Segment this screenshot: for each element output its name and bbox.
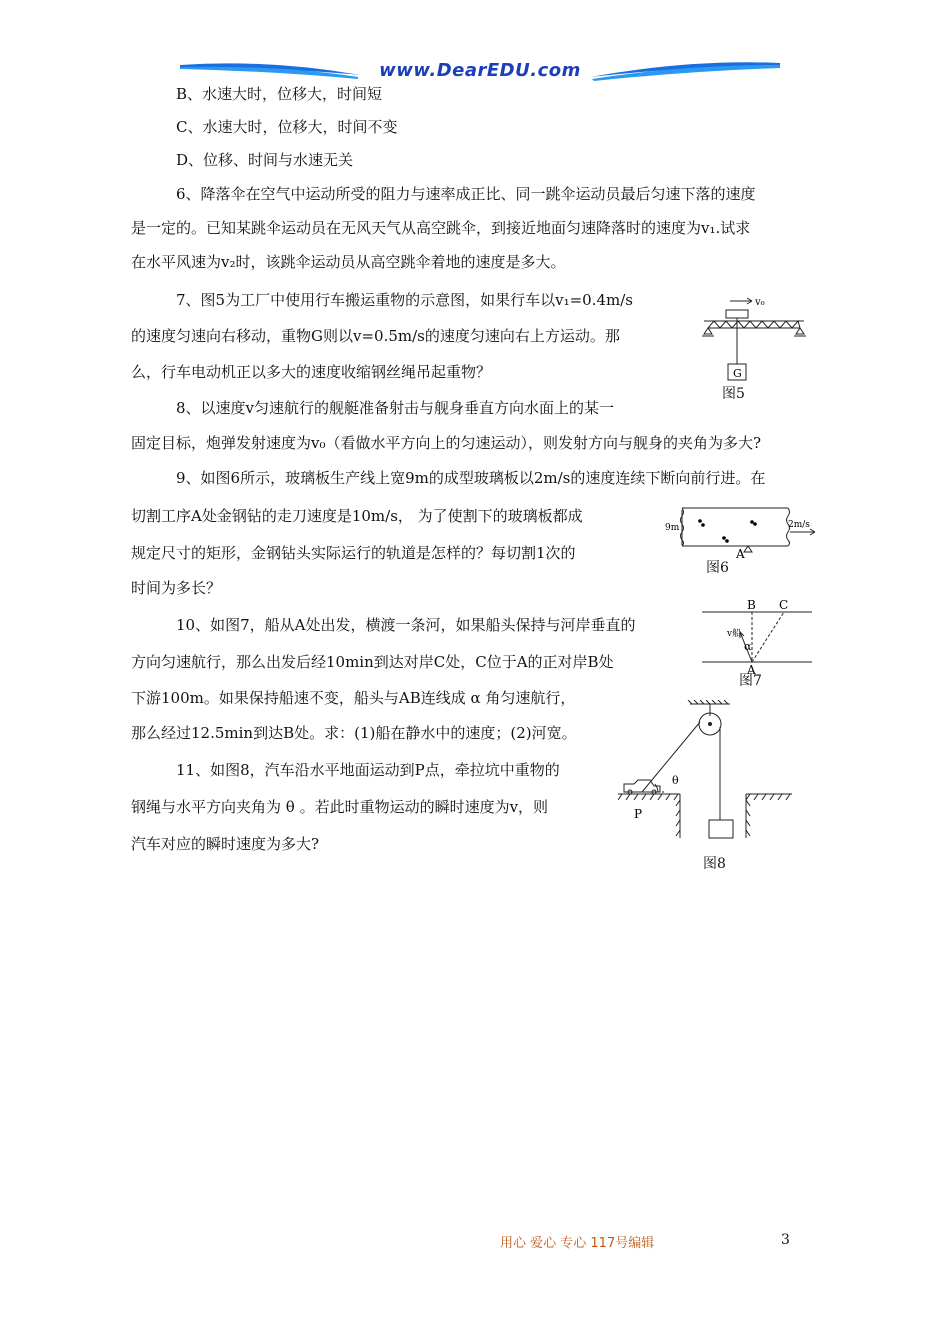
figure-5: [700, 296, 810, 406]
text-line: 7、图5为工厂中使用行车搬运重物的示意图，如果行车以v₁=0.4m/s: [176, 291, 633, 309]
text-line: 钢绳与水平方向夹角为 θ 。若此时重物运动的瞬时速度为v，则: [131, 798, 549, 816]
text-line: 6、降落伞在空气中运动所受的阻力与速率成正比、同一跳伞运动员最后匀速下落的速度: [176, 185, 756, 203]
text-line: 固定目标，炮弹发射速度为v₀（看做水平方向上的匀速运动），则发射方向与舰身的夹角为多大?: [131, 434, 762, 452]
fig8-theta-label: θ: [672, 774, 679, 787]
footer-text: 用心 爱心 专心 117号编辑: [500, 1236, 655, 1251]
text-line: 10、如图7，船从A处出发，横渡一条河，如果船头保持与河岸垂直的: [176, 616, 636, 634]
text-line: D、位移、时间与水速无关: [176, 151, 354, 169]
text-line: 时间为多长？: [131, 579, 222, 597]
text-line: C、水速大时，位移大，时间不变: [176, 118, 398, 136]
fig6-width-label: 9m: [665, 523, 680, 533]
fig5-caption: 图5: [722, 386, 745, 402]
text-line: 下游100m。如果保持船速不变，船头与AB连线成 α 角匀速航行，: [131, 689, 576, 707]
figure-6: [660, 500, 820, 562]
text-line: 规定尺寸的矩形，金钢钻头实际运行的轨道是怎样的？每切割1次的: [131, 544, 576, 562]
text-line: 9、如图6所示，玻璃板生产线上宽9m的成型玻璃板以2m/s的速度连续下断向前行进。在: [176, 469, 766, 487]
text-line: 的速度匀速向右移动，重物G则以v=0.5m/s的速度匀速向右上方运动。那: [131, 327, 620, 345]
fig7-c-label: C: [779, 598, 789, 612]
fig8-caption: 图8: [703, 856, 726, 872]
text-line: 是一定的。已知某跳伞运动员在无风天气从高空跳伞，到接近地面匀速降落时的速度为v₁.试求: [131, 219, 751, 237]
text-line: 么，行车电动机正以多大的速度收缩钢丝绳吊起重物？: [131, 363, 492, 381]
figure-7: [700, 596, 815, 676]
text-line: 在水平风速为v₂时，该跳伞运动员从高空跳伞着地的速度是多大。: [131, 253, 566, 271]
fig5-v0-label: v₀: [755, 297, 765, 308]
fig6-caption: 图6: [706, 560, 729, 576]
fig7-alpha-label: α: [744, 640, 752, 653]
fig8-p-label: P: [634, 807, 643, 821]
text-line: 8、以速度v匀速航行的舰艇准备射击与舰身垂直方向水面上的某一: [176, 399, 615, 417]
fig7-caption: 图7: [739, 673, 762, 689]
figure-8: [618, 700, 793, 850]
text-line: 汽车对应的瞬时速度为多大?: [131, 835, 320, 853]
text-line: 方向匀速航行，那么出发后经10min到达对岸C处，C位于A的正对岸B处: [131, 653, 614, 671]
text-line: 切割工序A处金钢钻的走刀速度是10m/s， 为了使割下的玻璃板都成: [131, 507, 583, 525]
fig7-v-label: v船: [727, 629, 742, 639]
page-number: 3: [781, 1232, 790, 1248]
text-line: 那么经过12.5min到达B处。求：(1)船在静水中的速度；(2)河宽。: [131, 724, 577, 742]
fig6-a-label: A: [736, 547, 745, 561]
logo-text: www.DearEDU.com: [379, 60, 581, 81]
fig7-a-label: A: [747, 663, 756, 676]
fig7-b-label: B: [747, 598, 756, 612]
fig6-speed-label: 2m/s: [788, 520, 810, 530]
text-line: 11、如图8，汽车沿水平地面运动到P点，牵拉坑中重物的: [176, 761, 560, 779]
text-line: B、水速大时，位移大，时间短: [176, 85, 383, 103]
fig5-g-label: G: [733, 367, 742, 380]
